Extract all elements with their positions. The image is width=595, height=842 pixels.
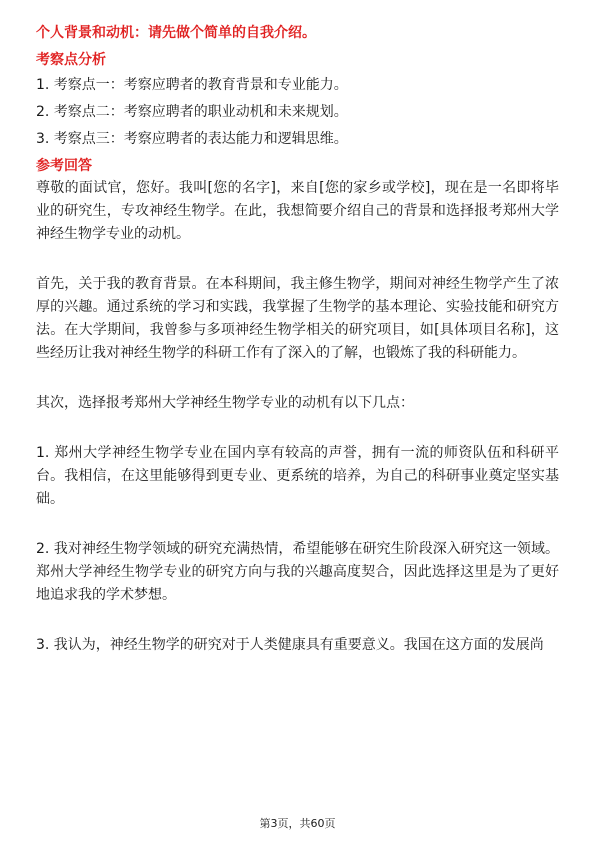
answer-paragraph: 其次，选择报考郑州大学神经生物学专业的动机有以下几点： <box>36 395 414 411</box>
analysis-point: 3. 考察点三：考察应聘者的表达能力和逻辑思维。 <box>36 131 348 147</box>
page-number-footer: 第3页，共60页 <box>259 817 336 830</box>
analysis-point: 2. 考察点二：考察应聘者的职业动机和未来规划。 <box>36 104 348 120</box>
analysis-point: 1. 考察点一：考察应聘者的教育背景和专业能力。 <box>36 77 348 93</box>
answer-body <box>36 177 559 657</box>
answer-paragraph: 尊敬的面试官，您好。我叫[您的名字]，来自[您的家乡或学校]，现在是一名即将毕业的研究生，专攻神经生物学。在此，我想简要介绍自己的背景和选择报考郑州大学神经生物学专业的动机。 <box>36 180 559 242</box>
answer-paragraph: 首先，关于我的教育背景。在本科期间，我主修生物学，期间对神经生物学产生了浓厚的兴趣。通过系统的学习和实践，我掌握了生物学的基本理论、实验技能和研究方法。在大学期间，我曾参与多项神经生物学相关的研究项目，如[具体项目名称]，这些经历让我对神经生物学的科研工作有了深入的了解，也锻炼了我的科研能力。 <box>36 276 559 361</box>
answer-heading: 参考回答 <box>36 158 92 174</box>
analysis-heading: 考察点分析 <box>36 52 106 68</box>
answer-paragraph: 3. 我认为，神经生物学的研究对于人类健康具有重要意义。我国在这方面的发展尚 <box>36 637 544 653</box>
question-heading: 个人背景和动机：请先做个简单的自我介绍。 <box>36 25 316 41</box>
answer-paragraph: 1. 郑州大学神经生物学专业在国内享有较高的声誉，拥有一流的师资队伍和科研平台。我相信，在这里能够得到更专业、更系统的培养，为自己的科研事业奠定坚实基础。 <box>36 445 559 507</box>
analysis-point-list <box>36 74 559 150</box>
document-page <box>36 22 559 657</box>
answer-paragraph: 2. 我对神经生物学领域的研究充满热情，希望能够在研究生阶段深入研究这一领域。郑州大学神经生物学专业的研究方向与我的兴趣高度契合，因此选择这里是为了更好地追求我的学术梦想。 <box>36 541 559 603</box>
